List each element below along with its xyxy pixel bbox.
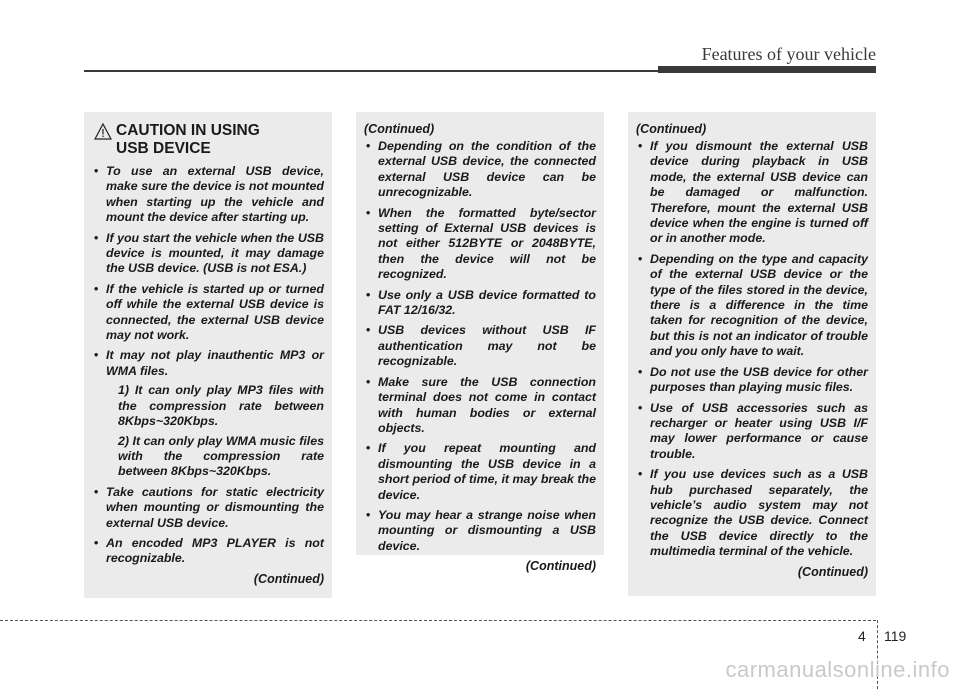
list-item: • An encoded MP3 PLAYER is not recognizable. xyxy=(92,536,324,567)
list-item: • If you use devices such as a USB hub purchased separately, the vehicle’s audio system may not recognize the USB device. Connect the USB device directly to the multimedia terminal of the vehicle. xyxy=(636,467,868,559)
list-item: • Make sure the USB connection terminal does not come in contact with human bodies or external objects. xyxy=(364,375,596,437)
sub-item-2: 2) It can only play WMA music files with the compression rate between 8Kbps~320Kbps. xyxy=(118,433,324,479)
caution-title-line1: CAUTION IN USING xyxy=(116,122,260,139)
caution-panel-1 xyxy=(84,112,332,598)
caution-panel-3 xyxy=(628,112,876,596)
caution-panel-2 xyxy=(356,112,604,574)
continued-top-label: (Continued) xyxy=(636,122,707,136)
list-item: • Take cautions for static electricity when mounting or dismounting the external USB device. xyxy=(92,485,324,531)
list-item: • Depending on the condition of the external USB device, the connected external USB device can be unrecognizable. xyxy=(364,139,596,201)
list-item: • If the vehicle is started up or turned off while the external USB device is connected, the external USB device may not work. xyxy=(92,282,324,344)
sub-item-1: 1) It can only play MP3 files with the compression rate between 8Kbps~320Kbps. xyxy=(118,383,324,429)
list-item: • If you repeat mounting and dismounting the USB device in a short period of time, it may break the device. xyxy=(364,441,596,503)
list-item: • Use only a USB device formatted to FAT 12/16/32. xyxy=(364,288,596,319)
footer-rule xyxy=(0,620,876,621)
sub-list xyxy=(106,383,324,479)
list-item-text: It may not play inauthentic MP3 or WMA files. xyxy=(106,348,324,378)
header-rule-thick xyxy=(658,66,876,73)
caution-heading xyxy=(92,122,324,158)
list-item: • Do not use the USB device for other purposes than playing music files. xyxy=(636,365,868,396)
header-title: Features of your vehicle xyxy=(701,44,876,64)
continued-label: (Continued) xyxy=(525,559,596,574)
caution-list-1 xyxy=(92,164,324,567)
warning-triangle-icon xyxy=(94,123,112,140)
list-item-mp3 xyxy=(92,348,324,479)
list-item: • When the formatted byte/sector setting of External USB devices is not either 512BYTE or 2048BYTE, then the device will not be recognized. xyxy=(364,206,596,283)
list-item: • You may hear a strange noise when mounting or dismounting a USB device. xyxy=(364,508,596,554)
continued-label: (Continued) xyxy=(797,564,868,579)
list-item: • Depending on the type and capacity of the external USB device or the type of the files stored in the device, there is a difference in the time taken for recognition of the device, but this is not an indicator of trouble and you only have to wait. xyxy=(636,252,868,360)
page-number: 119 xyxy=(884,628,907,644)
watermark: carmanualsonline.info xyxy=(725,657,950,682)
list-item: • If you start the vehicle when the USB device is mounted, it may damage the USB device. (USB is not ESA.) xyxy=(92,231,324,277)
caution-title-line2: USB DEVICE xyxy=(116,140,211,157)
caution-list-2 xyxy=(364,139,596,554)
list-item: • Use of USB accessories such as recharger or heater using USB I/F may lower performance or cause trouble. xyxy=(636,401,868,463)
list-item: • USB devices without USB IF authentication may not be recognizable. xyxy=(364,323,596,369)
caution-list-3 xyxy=(636,139,868,560)
list-item: • If you dismount the external USB device during playback in USB mode, the external USB device can be damaged or malfunction. Therefore, mount the external USB device when the engine is turned off or in another mode. xyxy=(636,139,868,247)
list-item: • To use an external USB device, make sure the device is not mounted when starting up the vehicle and mount the device after starting up. xyxy=(92,164,324,226)
continued-top-label: (Continued) xyxy=(364,122,435,136)
chapter-number: 4 xyxy=(858,628,866,644)
continued-label: (Continued) xyxy=(253,571,324,586)
